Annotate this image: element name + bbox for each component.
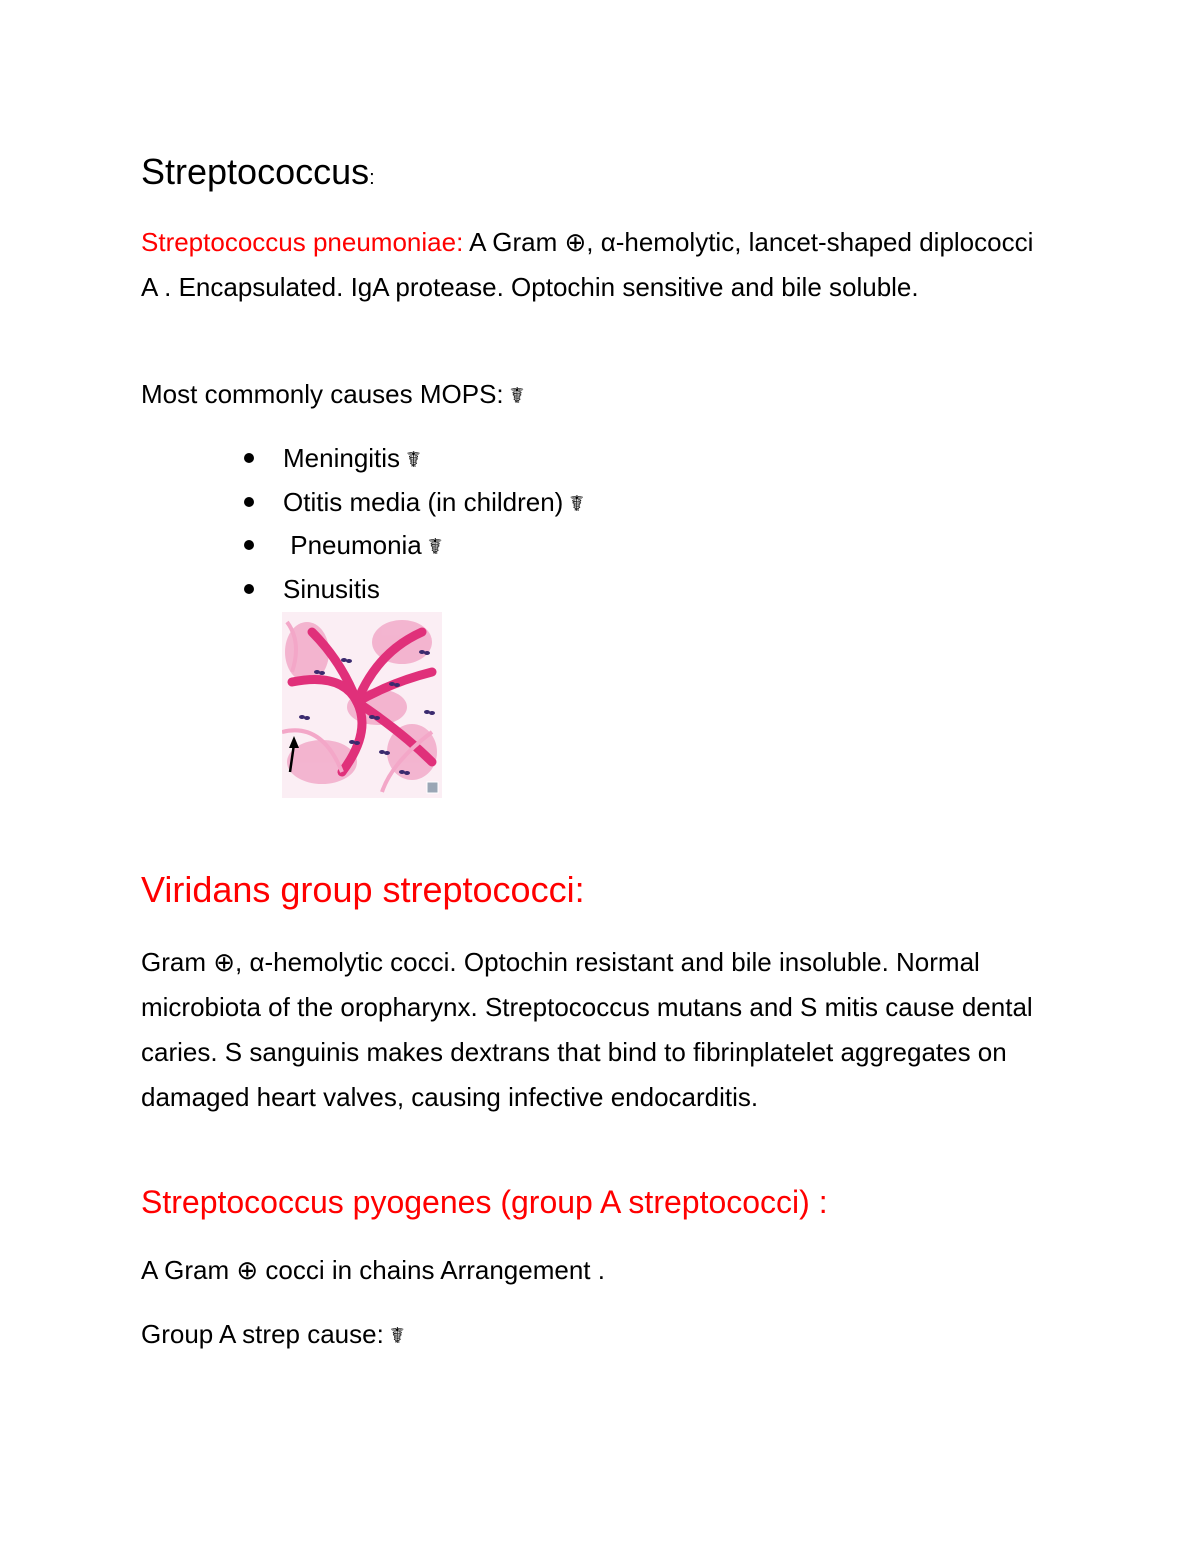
pneumoniae-label: Streptococcus pneumoniae: (141, 227, 464, 257)
caduceus-icon: ☤ (406, 448, 421, 473)
mops-intro (141, 372, 1041, 419)
bullet-icon (244, 453, 254, 463)
pyogenes-heading: Streptococcus pyogenes (group A streptococci) : (141, 1184, 828, 1220)
expand-icon (427, 782, 438, 793)
micrograph-image (282, 612, 442, 798)
page-title-colon: : (369, 167, 375, 189)
list-item-label: Otitis media (in children) (283, 486, 564, 517)
list-item-label: Meningitis (283, 443, 401, 473)
list-item (244, 524, 584, 568)
list-item (244, 437, 584, 481)
caduceus-icon: ☤ (389, 1324, 405, 1349)
bullet-icon (244, 584, 254, 594)
page-title (141, 150, 1041, 200)
bullet-icon (244, 540, 254, 550)
viridans-heading: Viridans group streptococci: (141, 869, 585, 910)
page-title-text: Streptococcus (141, 151, 370, 192)
pyogenes-cause-text: Group A strep cause: (141, 1319, 384, 1349)
pyogenes-paragraph: A Gram ⊕ cocci in chains Arrangement . (141, 1255, 605, 1285)
list-item (244, 481, 584, 525)
viridans-paragraph: Gram ⊕, α-hemolytic cocci. Optochin resistant and bile insoluble. Normal microbiota of the oropharynx. Streptococcus mutans and S mitis cause dental caries. S sanguinis makes dextrans that bind to fibrinplatelet aggregates on damaged heart valves, causing infective endocarditis. (141, 947, 1033, 1112)
list-item-label: Pneumonia (283, 530, 422, 560)
mops-list (244, 437, 584, 611)
pyogenes-cause-intro (141, 1312, 1041, 1359)
mops-intro-text: Most commonly causes MOPS: (141, 379, 504, 409)
caduceus-icon: ☤ (427, 535, 443, 560)
list-item-label: Sinusitis (283, 573, 380, 604)
caduceus-icon: ☤ (509, 384, 525, 409)
caduceus-icon: ☤ (569, 491, 585, 517)
bullet-icon (244, 497, 254, 507)
pneumoniae-paragraph (141, 220, 1041, 310)
list-item (244, 568, 584, 612)
pneumoniae-description: A Gram ⊕, α-hemolytic, lancet-shaped diplococci A . Encapsulated. IgA protease. Optochin sensitive and bile soluble. (141, 227, 1034, 302)
